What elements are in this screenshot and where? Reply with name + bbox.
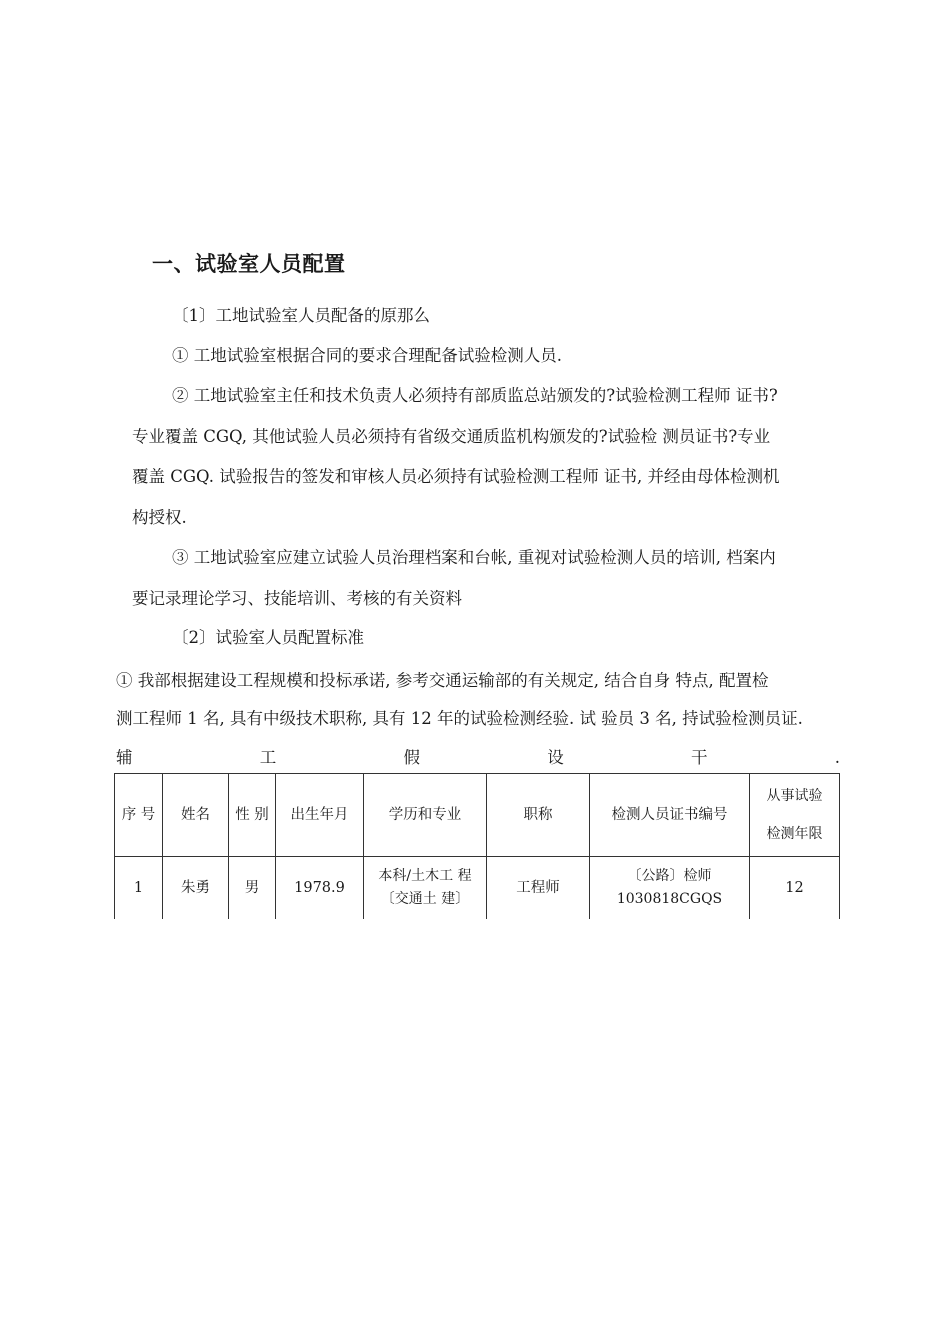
paragraph-item-1: ① 工地试验室根据合同的要求合理配备试验检测人员.: [172, 346, 562, 365]
paragraph-item-3-line-2: 要记录理论学习、技能培训、考核的有关资料: [132, 589, 462, 608]
spread-char: 辅: [116, 748, 133, 767]
header-gender: 性 别: [229, 774, 276, 857]
spread-char: 设: [547, 748, 564, 767]
cell-title: 工程师: [487, 857, 590, 920]
cell-education-line-1: 本科/土木工 程: [378, 868, 472, 884]
cell-certificate-line-1: 〔公路〕检师: [627, 868, 712, 884]
paragraph-item-4-line-2: 测工程师 1 名, 具有中级技术职称, 具有 12 年的试验检测经验. 试 验员 3 名, 持试验检测员证.: [116, 709, 803, 728]
header-years: [750, 774, 840, 857]
cell-name: 朱勇: [163, 857, 229, 920]
header-education: 学历和专业: [364, 774, 487, 857]
subheading-principles: 〔1〕工地试验室人员配备的原那么: [172, 306, 430, 325]
cell-education-line-2: 〔交通土 建〕: [380, 891, 470, 907]
paragraph-item-4-line-1: ① 我部根据建设工程规模和投标承诺, 参考交通运输部的有关规定, 结合自身 特点, 配置检: [116, 671, 769, 690]
header-name: 姓名: [163, 774, 229, 857]
cell-certificate: [590, 857, 750, 920]
spread-char: 工: [259, 748, 277, 767]
staff-table: [114, 773, 840, 919]
section-heading: 一、试验室人员配置: [152, 252, 346, 276]
paragraph-item-2-line-2: 专业覆盖 CGQ, 其他试验人员必须持有省级交通质监机构颁发的?试验检 测员证书?专业: [132, 427, 771, 446]
header-years-line-1: 从事试验: [766, 788, 823, 804]
header-years-line-2: 检测年限: [766, 826, 823, 842]
paragraph-item-2-line-3: 覆盖 CGQ. 试验报告的签发和审核人员必须持有试验检测工程师 证书, 并经由母体检测机: [132, 467, 780, 486]
spread-char: .: [834, 748, 840, 767]
paragraph-item-3-line-1: ③ 工地试验室应建立试验人员治理档案和台帐, 重视对试验检测人员的培训, 档案内: [172, 548, 776, 567]
paragraph-item-2-line-1: ② 工地试验室主任和技术负责人必须持有部质监总站颁发的?试验检测工程师 证书?: [172, 386, 778, 405]
paragraph-item-2-line-4: 构授权.: [132, 508, 187, 527]
cell-education: [364, 857, 487, 920]
header-certificate: 检测人员证书编号: [590, 774, 750, 857]
spread-char: 干: [691, 748, 708, 767]
header-title: 职称: [487, 774, 590, 857]
cell-years: 12: [750, 857, 840, 920]
cell-birth: 1978.9: [276, 857, 364, 920]
header-birth: 出生年月: [276, 774, 364, 857]
header-seq: 序 号: [115, 774, 163, 857]
table-header-row: [115, 774, 840, 857]
spread-char: 假: [403, 748, 420, 767]
cell-seq: 1: [115, 857, 163, 920]
subheading-standard: 〔2〕试验室人员配置标准: [172, 628, 364, 647]
spread-text-line: [116, 746, 840, 770]
cell-gender: 男: [229, 857, 276, 920]
cell-certificate-line-2: 1030818CGQS: [616, 891, 723, 907]
table-row: [115, 857, 840, 920]
